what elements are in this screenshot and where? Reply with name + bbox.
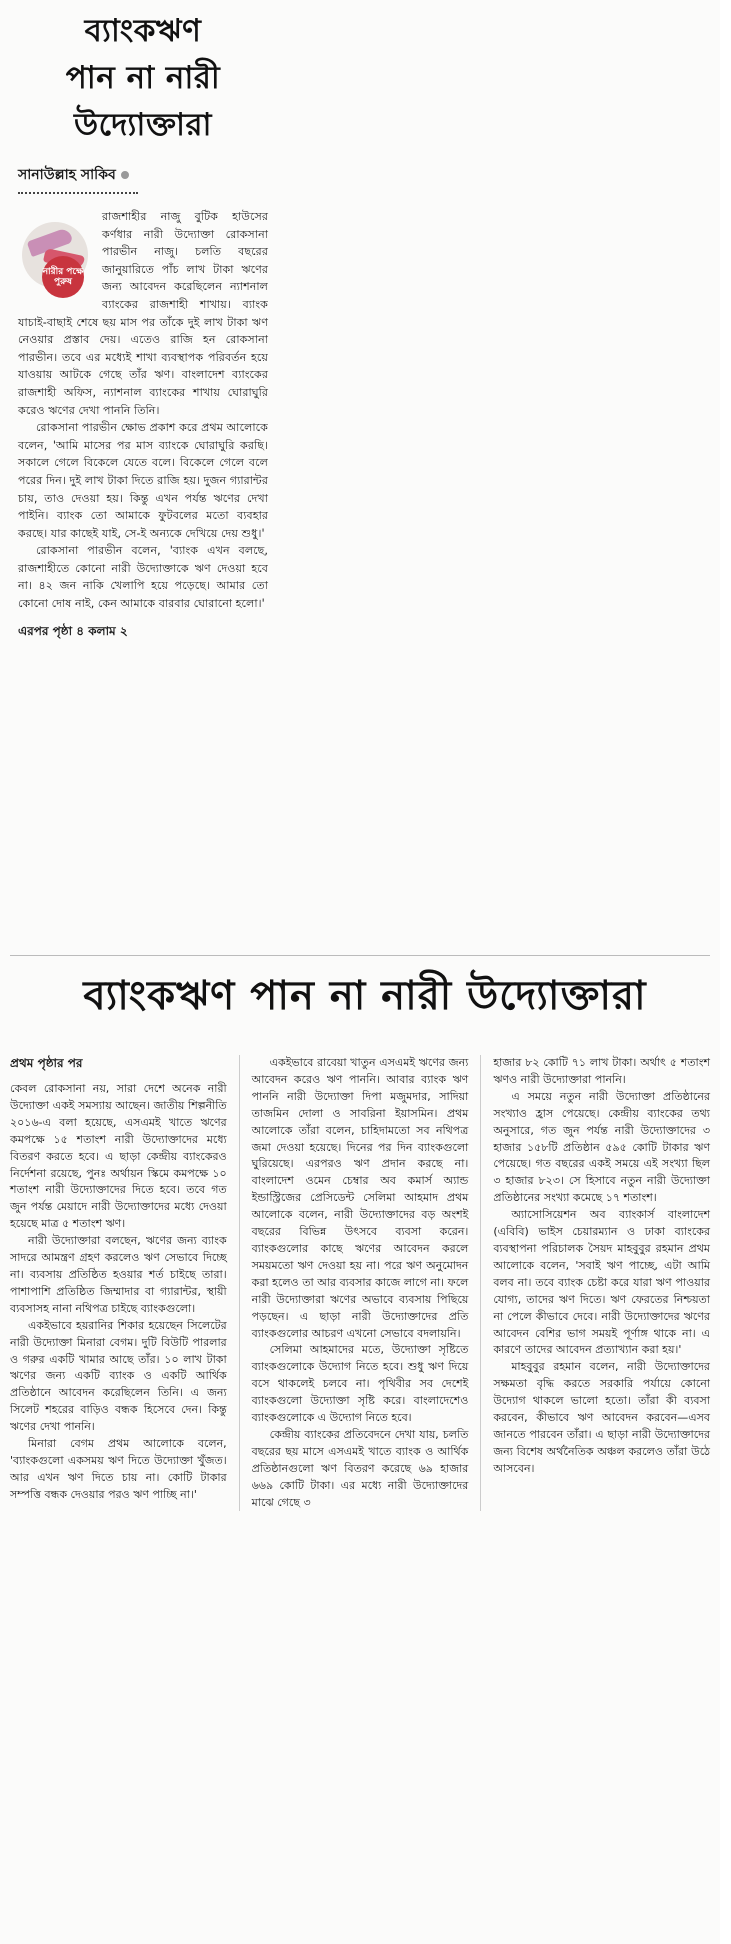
paragraph: কেবল রোকসানা নয়, সারা দেশে অনেক নারী উদ্যোক্তা একই সমস্যায় আছেন। জাতীয় শিল্পনীতি ২০১৬-এ বলা হয়েছে, এসএমই খাতে ঋণের কমপক্ষে ১৫ শতাংশ নারী উদ্যোক্তাদের মধ্যে বিতরণ করতে হবে। এ ছাড়া কেন্দ্রীয় ব্যাংকেরও নির্দেশনা রয়েছে, পুনঃ অর্থায়ন স্কিমে কমপক্ষে ১০ শতাংশ নারী উদ্যোক্তাদের দিতে হবে। তবে গত জুন পর্যন্ত মেয়াদে নারী উদ্যোক্তাদের মধ্যে দেওয়া হয়েছে মাত্র ৫ শতাংশ ঋণ।: [10, 1082, 227, 1231]
headline-line-3: উদ্যোক্তারা: [73, 107, 212, 143]
paragraph: রোকসানা পারভীন ক্ষোভ প্রকাশ করে প্রথম আলোকে বলেন, 'আমি মাসের পর মাস ব্যাংকে ঘোরাঘুরি করছি। সকালে গেলে বিকেলে যেতে বলে। বিকেলে গেলে বলে পরের দিন। দুই লাখ টাকা দিতে রাজি হয়। দুজন গ্যারান্টর চায়, তাও দেওয়া হয়। কিন্তু এখন পর্যন্ত ঋণের দেখা পাইনি। ব্যাংক তো আমাকে ফুটবলের মতো ব্যবহার করছে। যার কাছেই যাই, সে-ই অন্যকে দেখিয়ে দেয় শুধু।': [18, 421, 268, 540]
campaign-logo: [18, 212, 96, 304]
from-page-label: প্রথম পৃষ্ঠার পর: [10, 1056, 83, 1070]
author-name: সানাউল্লাহ সাকিব: [18, 167, 116, 183]
paragraph: একইভাবে রাবেয়া খাতুন এসএমই ঋণের জন্য আবেদন করেও ঋণ পাননি। আবার ব্যাংক ঋণ পাননি নারী উদ্যোক্তা দিপা মজুমদার, সাদিয়া তাজমিন দোলা ও সাবরিনা ইয়াসমিন। প্রথম আলোকে তাঁরা বলেন, চাহিদামতো সব নথিপত্র জমা দেওয়া হয়েছে। দিনের পর দিন ব্যাংকগুলো ঘুরিয়েছে। এরপরও ঋণ প্রদান করছে না। বাংলাদেশ ওমেন চেম্বার অব কমার্স অ্যান্ড ইন্ডাস্ট্রিজের প্রেসিডেন্ট সেলিমা আহমাদ প্রথম আলোকে বলেন, নারী উদ্যোক্তাদের বড় অংশই বছরের বিভিন্ন উৎসবে ব্যবসা করেন। ব্যাংকগুলোর কাছে ঋণের আবেদন করলে সময়মতো ঋণ দেওয়া হয় না। পরে ঋণ অনুমোদন করা হলেও তা আর ব্যবসার কাজে লাগে না। ফলে নারী উদ্যোক্তারা ঋণের অভাবে ব্যবসায় পিছিয়ে পড়ছেন। এ ছাড়া নারী উদ্যোক্তাদের প্রতি ব্যাংকগুলোর আচরণ এখনো সেভাবে বদলায়নি।: [251, 1056, 469, 1340]
continued-note: এরপর পৃষ্ঠা ৪ কলাম ২: [18, 623, 128, 638]
paragraph: অ্যাসোসিয়েশন অব ব্যাংকার্স বাংলাদেশ (এবিবি) ভাইস চেয়ারম্যান ও ঢাকা ব্যাংকের ব্যবস্থাপনা পরিচালক সৈয়দ মাহবুবুর রহমান প্রথম আলোকে বলেন, 'সবাই ঋণ পাচ্ছে, এটা আমি বলব না। তবে ব্যাংক চেষ্টা করে যারা ঋণ পাওয়ার যোগ্য, তাদের ঋণ দিতে। ঋণ ফেরতের নিশ্চয়তা না পেলে কীভাবে দেবে। নারী উদ্যোক্তাদের ঋণের আবেদন বেশির ভাগ সময়ই পূর্ণাঙ্গ থাকে না। এ কারণে তাদের আবেদন প্রত্যাখ্যান করা হয়।': [493, 1208, 710, 1357]
front-article-body: [18, 208, 268, 613]
column-3: [493, 1055, 710, 1511]
column-divider: [239, 1055, 240, 1511]
paragraph: সেলিমা আহমাদের মতে, উদ্যোক্তা সৃষ্টিতে ব্যাংকগুলোকে উদ্যোগ নিতে হবে। শুধু ঋণ দিয়ে বসে থাকলেই চলবে না। পৃথিবীর সব দেশেই ব্যাংকগুলো উদ্যোক্তা সৃষ্টি করে। বাংলাদেশেও ব্যাংকগুলোকে এ উদ্যোগ নিতে হবে।: [251, 1343, 469, 1425]
paragraph: নারী উদ্যোক্তারা বলছেন, ঋণের জন্য ব্যাংক সাদরে আমন্ত্রণ গ্রহণ করলেও ঋণ সেভাবে দিচ্ছে না। ব্যবসায় প্রতিষ্ঠিত হওয়ার শর্ত চাইছে তারা। পাশাপাশি প্রতিষ্ঠিত জিম্মাদার বা গ্যারান্টর, স্থায়ী ব্যবসাসহ নানা নথিপত্র চাইছে ব্যাংকগুলো।: [10, 1234, 227, 1315]
byline: [18, 163, 268, 187]
inside-page-headline: ব্যাংকঋণ পান না নারী উদ্যোক্তারা: [83, 972, 647, 1019]
column-2: [252, 1055, 469, 1511]
paragraph: এ সময়ে নতুন নারী উদ্যোক্তা প্রতিষ্ঠানের সংখ্যাও হ্রাস পেয়েছে। কেন্দ্রীয় ব্যাংকের তথ্য অনুসারে, গত জুন পর্যন্ত নারী উদ্যোক্তাদের ৩ হাজার ১৫৮টি প্রতিষ্ঠান ৫৯৫ কোটি টাকার ঋণ পেয়েছে। গত বছরের একই সময়ে এই সংখ্যা ছিল ৩ হাজার ৮২৩। সে হিসাবে নতুন নারী উদ্যোক্তা প্রতিষ্ঠানের সংখ্যা কমেছে ১৭ শতাংশ।: [493, 1089, 710, 1205]
clipping-separator: [10, 955, 710, 956]
column-1: [10, 1055, 227, 1511]
byline-dot-icon: [121, 171, 129, 179]
paragraph: রাজশাহীর নাজু বুটিক হাউসের কর্ণধার নারী উদ্যোক্তা রোকসানা পারভীন নাজু। চলতি বছরের জানুয়ারিতে পাঁচ লাখ টাকা ঋণের জন্য আবেদন করেছিলেন ন্যাশনাল ব্যাংকের রাজশাহী শাখায়। ব্যাংক যাচাই-বাছাই শেষে ছয় মাস পর তাঁকে দুই লাখ টাকা ঋণ নেওয়ার প্রস্তাব দেয়। এতেও রাজি হন রোকসানা পারভীন। তবে এর মধ্যেই শাখা ব্যবস্থাপক পরিবর্তন হয়ে যাওয়ায় আটকে গেছে তাঁর ঋণ। বাংলাদেশ ব্যাংকের রাজশাহী অফিস, ন্যাশনাল ব্যাংকের শাখায় ঘোরাঘুরি করেও ঋণের দেখা পাননি তিনি।: [18, 210, 268, 417]
logo-badge: নারীর পক্ষে পুরুষ: [42, 256, 84, 298]
paragraph: রোকসানা পারভীন বলেন, 'ব্যাংক এখন বলছে, রাজশাহীতে কোনো নারী উদ্যোক্তাকে ঋণ দেওয়া হবে না। ৪২ জন নাকি খেলাপি হয়ে পড়েছে। আমার তো কোনো দোষ নাই, কেন আমাকে বারবার ঘোরানো হলো।': [18, 544, 268, 611]
front-page-article: [18, 8, 268, 643]
headline-line-2: পান না নারী: [65, 60, 221, 96]
column-divider: [480, 1055, 481, 1511]
paragraph: মাহবুবুর রহমান বলেন, নারী উদ্যোক্তাদের সক্ষমতা বৃদ্ধি করতে সরকারি পর্যায়ে কোনো উদ্যোগ থাকলে ভালো হতো। তাঁরা কী ব্যবসা করবেন, কীভাবে ঋণ আবেদন করবেন—এসব জানতে পারবেন তাঁরা। এ ছাড়া নারী উদ্যোক্তাদের জন্য বিশেষ অর্থনৈতিক অঞ্চল করলেও তাঁরা উঠে আসবেন।: [493, 1360, 710, 1475]
paragraph: একইভাবে হয়রানির শিকার হয়েছেন সিলেটের নারী উদ্যোক্তা মিনারা বেগম। দুটি বিউটি পারলার ও গরুর একটি খামার আছে তাঁর। ১০ লাখ টাকা ঋণের জন্য একটি ব্যাংক ও একটি আর্থিক প্রতিষ্ঠানে আবেদন করেছিলেন তিনি। এ জন্য সিলেট শহরের বাড়িও বন্ধক হিসেবে দেন। কিন্তু ঋণের দেখা পাননি।: [10, 1318, 227, 1434]
paragraph: কেন্দ্রীয় ব্যাংকের প্রতিবেদনে দেখা যায়, চলতি বছরের ছয় মাসে এসএমই খাতে ব্যাংক ও আর্থিক প্রতিষ্ঠানগুলো ঋণ বিতরণ করেছে ৬৯ হাজার ৬৬৯ কোটি টাকা। এর মধ্যে নারী উদ্যোক্তাদের মাঝে গেছে ৩: [251, 1427, 469, 1509]
front-headline: [18, 8, 268, 149]
inside-article-columns: [10, 1055, 710, 1511]
headline-line-1: ব্যাংকঋণ: [84, 13, 202, 49]
paragraph: হাজার ৮২ কোটি ৭১ লাখ টাকা। অর্থাৎ ৫ শতাংশ ঋণও নারী উদ্যোক্তারা পাননি।: [493, 1056, 710, 1086]
paragraph: মিনারা বেগম প্রথম আলোকে বলেন, 'ব্যাংকগুলো একসময় ঋণ দিতে উদ্যোক্তা খুঁজত। আর এখন ঋণ দিতে চায় না। কোটি টাকার সম্পত্তি বন্ধক দেওয়ার পরও ঋণ পাচ্ছি না।': [10, 1437, 227, 1501]
byline-rule: [18, 192, 138, 194]
